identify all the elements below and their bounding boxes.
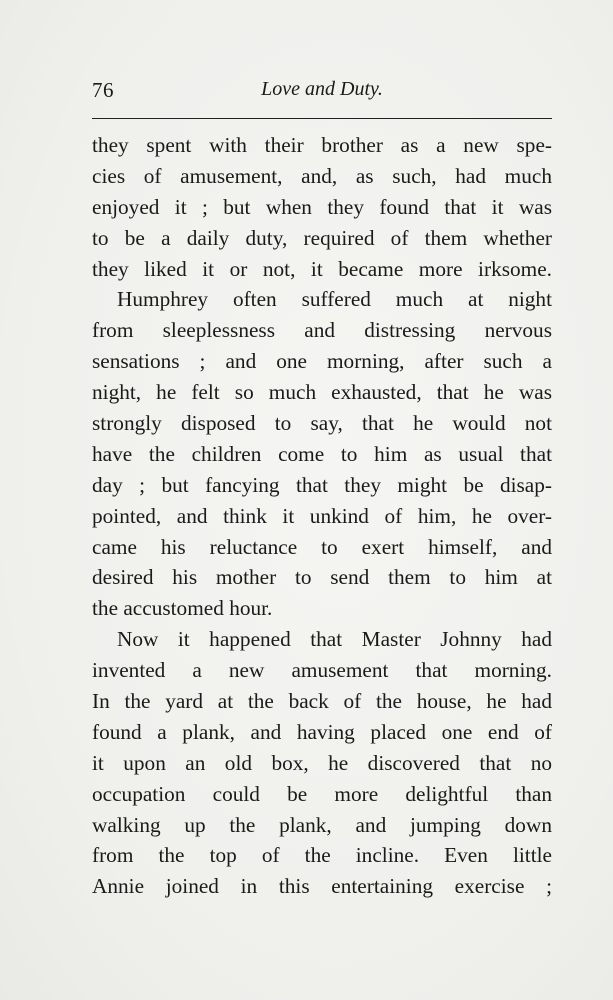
text-line: to be a daily duty, required of them whether (92, 225, 552, 250)
text-line: Now it happened that Master Johnny had (117, 627, 552, 652)
header-rule (92, 118, 552, 119)
text-line: came his reluctance to exert himself, and (92, 534, 552, 559)
body-text (92, 130, 552, 902)
text-line: day ; but fancying that they might be disap- (92, 472, 552, 497)
text-line: night, he felt so much exhausted, that he was (92, 380, 552, 405)
text-line: walking up the plank, and jumping down (92, 812, 552, 837)
text-line: they spent with their brother as a new spe- (92, 133, 552, 157)
text-line: strongly disposed to say, that he would not (92, 411, 552, 436)
text-line: pointed, and think it unkind of him, he over- (92, 503, 552, 528)
text-line: found a plank, and having placed one end of (92, 719, 552, 744)
text-line: desired his mother to send them to him at (92, 565, 552, 590)
page-number: 76 (92, 78, 114, 102)
text-line: have the children come to him as usual that (92, 441, 552, 466)
text-line: invented a new amusement that morning. (92, 658, 552, 683)
text-line: cies of amusement, and, as such, had much (92, 163, 552, 188)
text-line: enjoyed it ; but when they found that it was (92, 194, 552, 219)
text-line: sensations ; and one morning, after such a (92, 349, 552, 374)
text-line: Humphrey often suffered much at night (117, 287, 552, 312)
text-line: from the top of the incline. Even little (92, 843, 552, 868)
text-line: from sleeplessness and distressing nervous (92, 318, 552, 343)
text-line: they liked it or not, it became more irksome. (92, 256, 552, 281)
running-title: Love and Duty. (261, 78, 383, 100)
page-header (92, 78, 552, 104)
text-line: occupation could be more delightful than (92, 781, 552, 806)
text-line: In the yard at the back of the house, he had (92, 689, 552, 714)
text-line: Annie joined in this entertaining exercise ; (92, 874, 552, 899)
text-line: the accustomed hour. (92, 596, 273, 621)
text-line: it upon an old box, he discovered that no (92, 750, 552, 775)
